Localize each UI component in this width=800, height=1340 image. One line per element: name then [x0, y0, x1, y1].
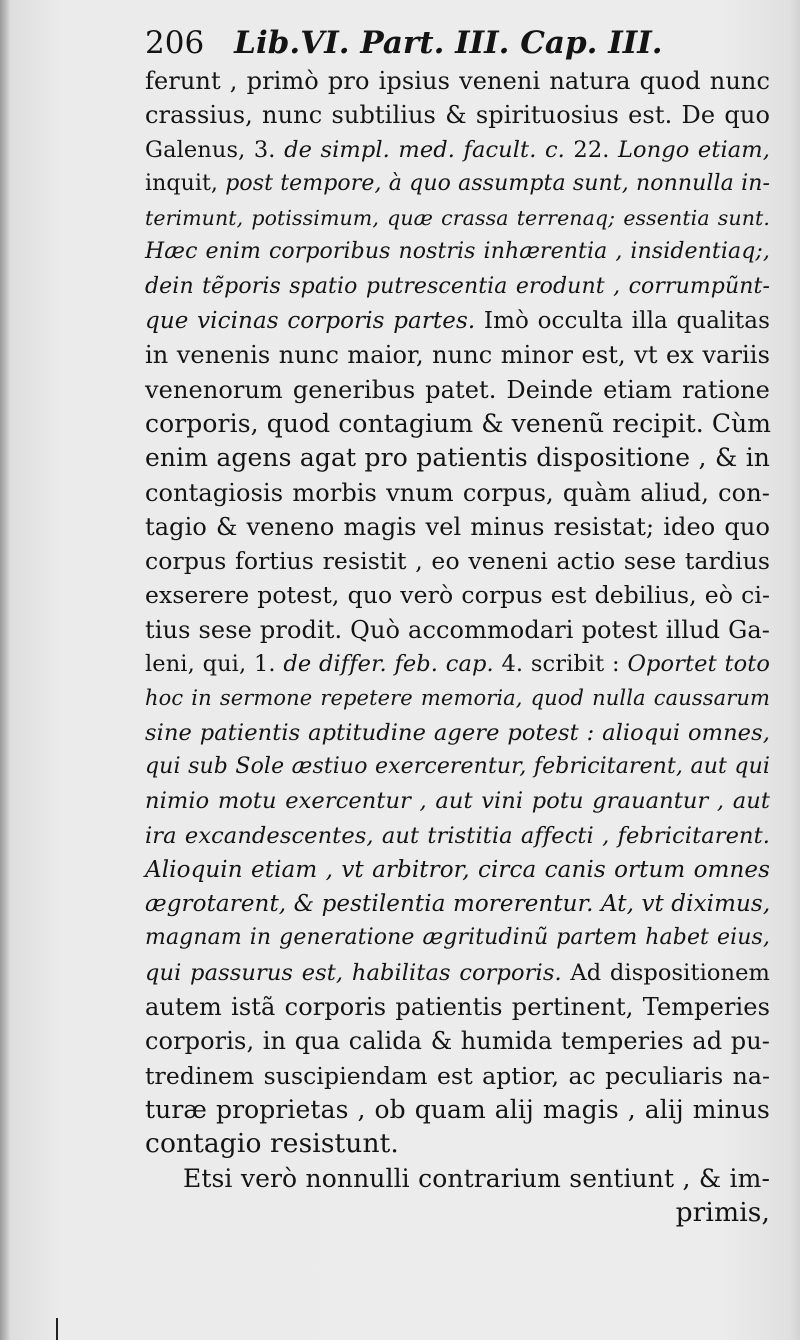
- text-line: [145, 1024, 770, 1058]
- roman-text-run: autem istã corporis patientis pertinent, Temperies: [145, 993, 770, 1022]
- roman-text-run: contagiosis morbis vnum corpus, quàm aliud, con-: [145, 478, 770, 507]
- roman-text-run: tius sese prodit. Quò accommodari potest illud Ga-: [145, 615, 770, 644]
- page-text-block: [145, 22, 770, 1230]
- roman-text-run: corporis, quod contagium & venenũ recipit. Cùm: [145, 408, 772, 438]
- roman-text-run: inquit,: [145, 170, 226, 196]
- text-line: [145, 750, 770, 784]
- text-line: [145, 544, 770, 578]
- text-line: [145, 647, 770, 681]
- roman-text-run: tagio & veneno magis vel minus resistat; ideo quo: [145, 512, 770, 541]
- text-line: [145, 956, 770, 990]
- text-line: [145, 921, 770, 955]
- roman-text-run: contagio resistunt.: [145, 1128, 399, 1160]
- roman-text-run: enim agens agat pro patientis dispositione , & in: [145, 443, 770, 473]
- text-line: [145, 167, 770, 201]
- text-line: [145, 270, 770, 304]
- roman-text-run: corporis, in qua calida & humida temperies ad pu-: [145, 1027, 770, 1056]
- text-line: [145, 476, 770, 510]
- text-line: [145, 338, 770, 372]
- italic-text-run: Alioquin etiam , vt arbitror, circa canis ortum omnes: [145, 856, 770, 883]
- italic-text-run: post tempore, à quo assumpta sunt, nonnulla in-: [225, 170, 771, 196]
- italic-text-run: Oportet toto: [627, 651, 771, 678]
- text-line: [145, 990, 770, 1024]
- italic-text-run: de simpl. med. facult. c.: [284, 136, 574, 163]
- roman-text-run: Etsi verò nonnulli contrarium sentiunt , & im-: [183, 1163, 770, 1193]
- italic-text-run: nimio motu exercentur , aut vini potu grauantur , aut: [145, 788, 770, 815]
- text-line: [145, 681, 770, 715]
- text-line: [145, 133, 770, 167]
- roman-text-run: venenorum generibus patet. Deinde etiam ratione: [145, 375, 770, 404]
- text-line: [145, 201, 770, 235]
- roman-text-run: primis,: [675, 1196, 770, 1228]
- text-line: [145, 304, 770, 338]
- text-line: [145, 64, 770, 98]
- text-line: [145, 235, 770, 269]
- text-line: [145, 613, 770, 647]
- italic-text-run: terimunt, potissimum, quæ crassa terrenaq; essentia sunt.: [145, 206, 770, 231]
- italic-text-run: sine patientis aptitudine agere potest : alioqui omnes,: [145, 719, 770, 746]
- roman-text-run: exserere potest, quo verò corpus est debilius, eò ci-: [145, 581, 770, 610]
- text-line: [145, 716, 770, 750]
- text-line: [145, 1162, 770, 1196]
- italic-text-run: qui passurus est, habilitas corporis.: [145, 959, 562, 986]
- page-number: 206: [145, 25, 205, 61]
- roman-text-run: tredinem suscipiendam est aptior, ac peculiaris na-: [145, 1061, 770, 1090]
- italic-text-run: magnam in generatione ægritudinũ partem habet eius,: [145, 925, 770, 951]
- text-line: [145, 578, 770, 612]
- text-line: [145, 1093, 770, 1127]
- italic-text-run: ira excandescentes, aut tristitia affecti , febricitarent.: [145, 822, 770, 849]
- roman-text-run: turæ proprietas , ob quam alij magis , alij minus: [145, 1094, 770, 1124]
- running-title: Lib.VI. Part. III. Cap. III.: [234, 25, 663, 61]
- roman-text-run: 4. scribit :: [501, 651, 628, 678]
- text-line: [145, 98, 770, 132]
- italic-text-run: qui sub Sole æstiuo exercerentur, febricitarent, aut qui: [145, 753, 770, 779]
- roman-text-run: crassius, nunc subtilius & spirituosius est. De quo: [145, 101, 770, 130]
- text-line: [145, 1059, 770, 1093]
- roman-text-run: Ad dispositionem: [561, 959, 770, 986]
- text-line: [145, 784, 770, 818]
- margin-mark: [56, 1318, 58, 1340]
- text-line: [145, 407, 770, 441]
- text-line: [145, 1127, 770, 1161]
- italic-text-run: hoc in sermone repetere memoria, quod nulla caussarum: [145, 686, 770, 711]
- italic-text-run: que vicinas corporis partes.: [145, 308, 476, 335]
- roman-text-run: Imò occulta illa qualitas: [475, 308, 770, 335]
- text-line: [145, 510, 770, 544]
- roman-text-run: corpus fortius resistit , eo veneni actio sese tardius: [145, 547, 770, 576]
- italic-text-run: ægrotarent, & pestilentia morerentur. At, vt diximus,: [145, 891, 771, 918]
- text-line: [145, 853, 770, 887]
- italic-text-run: Hæc enim corporibus nostris inhærentia , insidentiaq;,: [145, 239, 770, 265]
- text-line: [145, 441, 770, 475]
- text-line: [145, 373, 770, 407]
- roman-text-run: ferunt , primò pro ipsius veneni natura quod nunc: [145, 67, 770, 95]
- italic-text-run: dein tẽporis spatio putrescentia erodunt , corrumpũnt-: [145, 273, 770, 299]
- roman-text-run: leni, qui, 1.: [145, 651, 284, 678]
- text-line: [145, 819, 770, 853]
- text-line: [145, 887, 770, 921]
- roman-text-run: Galenus, 3.: [145, 136, 285, 163]
- roman-text-run: in venenis nunc maior, nunc minor est, vt ex variis: [145, 341, 770, 370]
- running-head: [145, 22, 770, 64]
- roman-text-run: 22.: [573, 136, 618, 163]
- italic-text-run: de differ. feb. cap.: [283, 651, 502, 678]
- text-line: [145, 1196, 770, 1230]
- italic-text-run: Longo etiam,: [618, 136, 770, 163]
- body-text: [145, 64, 770, 1230]
- binding-gutter: [0, 0, 10, 1340]
